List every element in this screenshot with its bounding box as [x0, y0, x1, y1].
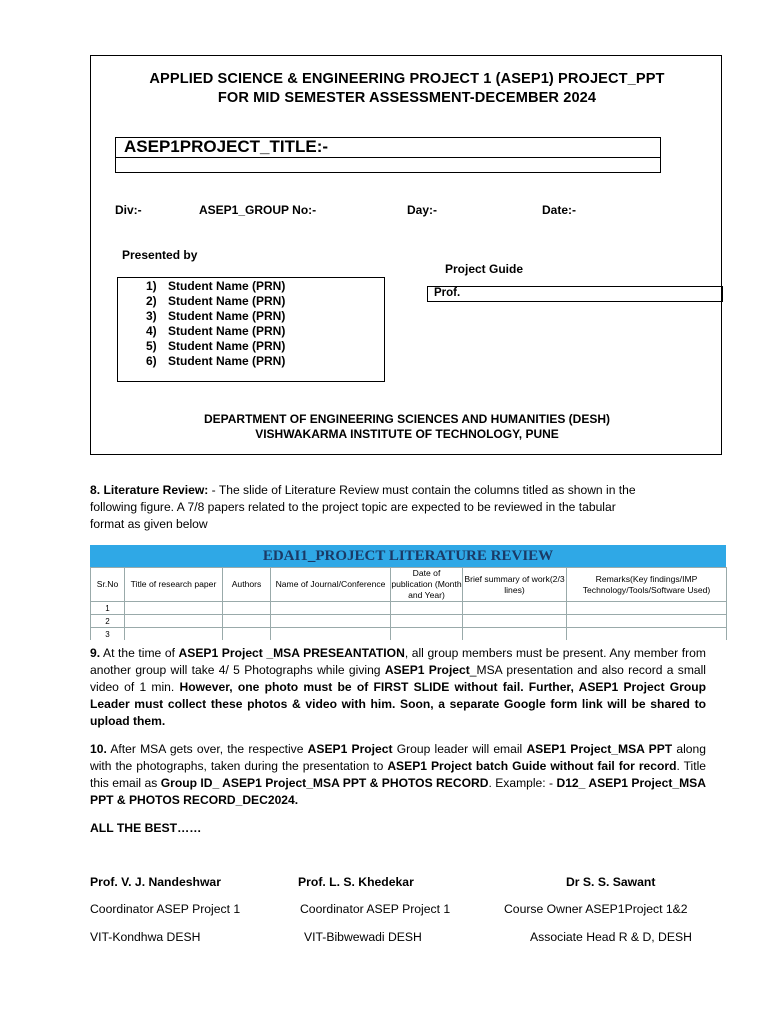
section-10-number: 10.	[90, 742, 107, 756]
signatory-1-role: Coordinator ASEP Project 1	[90, 902, 241, 916]
literature-table-grid	[90, 567, 727, 640]
col-header-remarks: Remarks(Key findings/IMP Technology/Tools/Software Used)	[567, 568, 727, 602]
project-guide-label: Project Guide	[445, 262, 524, 276]
closing-text: ALL THE BEST……	[90, 821, 202, 835]
table-row	[91, 628, 727, 641]
div-label: Div:-	[115, 203, 142, 217]
section-9-paragraph: 9. At the time of ASEP1 Project _MSA PRESEANTATION, all group members must be present. Any member from another group will take 4/ 5 Photographs while giving ASEP1 Project_MSA presentation and also record a small video of 1 min. However, one photo must be of FIRST SLIDE without fail. Further, ASEP1 Project Group Leader must collect these photos & video with him. Soon, a separate Google form link will be shared to upload them.	[90, 646, 706, 728]
section-8-lead: 8. Literature Review:	[90, 483, 209, 497]
list-item: 1) Student Name (PRN)	[146, 279, 286, 293]
section-10-paragraph: 10. After MSA gets over, the respective ASEP1 Project Group leader will email ASEP1 Project_MSA PPT along with the photographs, taken during the presentation to ASEP1 Project batch Guide without fail for record. Title this email as Group ID_ ASEP1 Project_MSA PPT & PHOTOS RECORD. Example: - D12_ ASEP1 Project_MSA PPT & PHOTOS RECORD_DEC2024.	[90, 742, 707, 807]
section-9-number: 9.	[90, 646, 101, 660]
table-row	[91, 615, 727, 628]
signatory-1-place: VIT-Kondhwa DESH	[90, 930, 201, 944]
list-item: 6) Student Name (PRN)	[146, 354, 286, 368]
section-8-text-1: - The slide of Literature Review must contain the columns titled as shown in the	[208, 483, 636, 497]
heading-line-2: FOR MID SEMESTER ASSESSMENT-DECEMBER 2024	[217, 90, 597, 106]
col-header-title: Title of research paper	[125, 568, 223, 602]
project-title-field[interactable]	[115, 137, 661, 173]
group-label: ASEP1_GROUP No:-	[199, 203, 317, 217]
department-line-1: DEPARTMENT OF ENGINEERING SCIENCES AND HUMANITIES (DESH)	[203, 412, 611, 426]
signatory-3-role: Course Owner ASEP1Project 1&2	[504, 902, 688, 916]
literature-review-banner: EDAI1_PROJECT LITERATURE REVIEW	[90, 545, 726, 567]
signatory-2-role: Coordinator ASEP Project 1	[300, 902, 451, 916]
literature-review-table	[90, 545, 726, 640]
date-label: Date:-	[542, 203, 577, 217]
student-list-box	[117, 277, 385, 382]
signatory-3-name: Dr S. S. Sawant	[566, 875, 656, 889]
project-guide-field[interactable]	[427, 286, 723, 302]
presented-by-label: Presented by	[122, 248, 198, 262]
col-header-date: Date of publication (Month and Year)	[391, 568, 462, 600]
row-number: 3	[91, 628, 125, 641]
signatory-2-name: Prof. L. S. Khedekar	[298, 875, 414, 889]
guide-value: Prof.	[434, 287, 461, 299]
section-8-text-3: format as given below	[90, 517, 208, 531]
row-number: 2	[91, 615, 125, 628]
department-line-2: VISHWAKARMA INSTITUTE OF TECHNOLOGY, PUNE	[255, 427, 559, 441]
col-header-authors: Authors	[223, 568, 271, 602]
section-8-text-2: following figure. A 7/8 papers related to the project topic are expected to be reviewed in the tabular	[90, 500, 616, 514]
project-title-label: ASEP1PROJECT_TITLE:-	[124, 137, 329, 156]
day-label: Day:-	[407, 203, 438, 217]
signatory-3-place: Associate Head R & D, DESH	[530, 930, 692, 944]
list-item: 3) Student Name (PRN)	[146, 309, 286, 323]
row-number: 1	[91, 602, 125, 615]
col-header-journal: Name of Journal/Conference	[271, 568, 391, 602]
signatory-1-name: Prof. V. J. Nandeshwar	[90, 875, 221, 889]
heading-line-1: APPLIED SCIENCE & ENGINEERING PROJECT 1 (ASEP1) PROJECT_PPT	[149, 71, 665, 87]
section-8-paragraph	[90, 482, 706, 533]
list-item: 4) Student Name (PRN)	[146, 324, 286, 338]
title-divider	[116, 157, 660, 158]
table-row	[91, 602, 727, 615]
signatory-2-place: VIT-Bibwewadi DESH	[304, 930, 422, 944]
cover-box	[90, 55, 722, 455]
list-item: 5) Student Name (PRN)	[146, 339, 286, 353]
student-list	[146, 279, 285, 369]
col-header-srno: Sr.No	[91, 568, 125, 602]
list-item: 2) Student Name (PRN)	[146, 294, 286, 308]
col-header-summary: Brief summary of work(2/3 lines)	[463, 568, 567, 602]
table-header-row	[91, 568, 727, 602]
